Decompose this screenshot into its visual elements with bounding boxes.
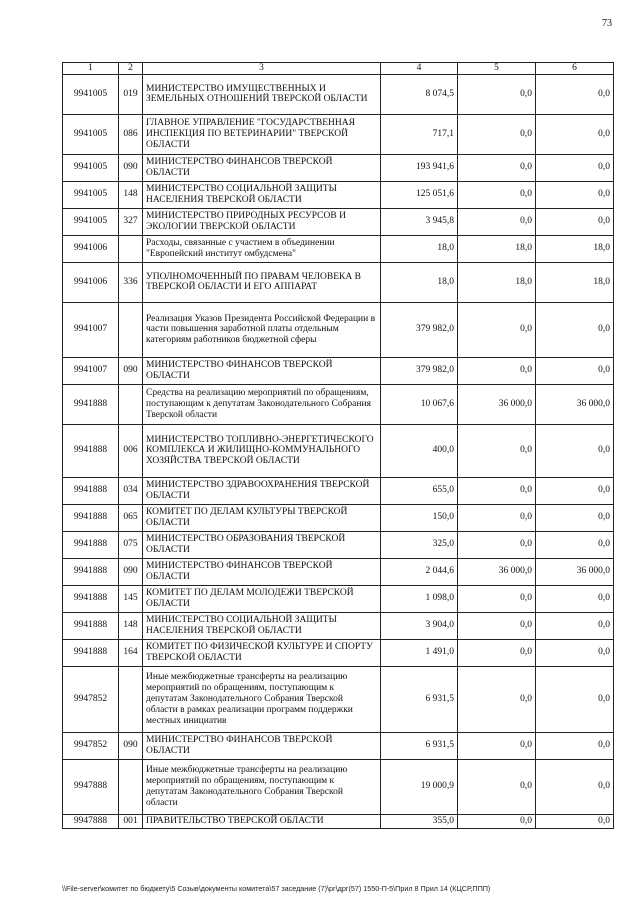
page-number: 73 [602,18,612,29]
table-row [63,181,614,208]
column-header: 5 [458,63,536,75]
cell-value-2: 0,0 [458,181,536,208]
cell-dept-code: 065 [119,504,143,531]
cell-name: УПОЛНОМОЧЕННЫЙ ПО ПРАВАМ ЧЕЛОВЕКА В ТВЕРСКОЙ ОБЛАСТИ И ЕГО АППАРАТ [143,262,381,302]
column-header: 1 [63,63,119,75]
cell-dept-code: 090 [119,558,143,585]
cell-dept-code: 019 [119,74,143,114]
cell-dept-code [119,235,143,262]
cell-value-2: 0,0 [458,114,536,154]
cell-dept-code [119,384,143,424]
cell-code: 9941888 [63,612,119,639]
cell-value-2: 0,0 [458,357,536,384]
table-row [63,814,614,828]
cell-value-2: 18,0 [458,262,536,302]
footer-file-path: \\File-server\комитет по бюджету\5 Созыв\документы комитета\57 заседание (7)\рг\дрг(57) 1550-П-5\Прил 8 Прил 14 (КЦСР,ППП) [62,884,491,893]
column-header: 6 [536,63,614,75]
table-row [63,531,614,558]
cell-code: 9941006 [63,235,119,262]
cell-code: 9941005 [63,74,119,114]
cell-name: МИНИСТЕРСТВО СОЦИАЛЬНОЙ ЗАЩИТЫ НАСЕЛЕНИЯ ТВЕРСКОЙ ОБЛАСТИ [143,612,381,639]
cell-dept-code: 327 [119,208,143,235]
cell-value-1: 3 904,0 [381,612,458,639]
cell-name: Иные межбюджетные трансферты на реализацию мероприятий по обращениям, поступающим к депутатам Законодательного Собрания Тверской области в рамках реализации программ поддержки местных инициатив [143,666,381,732]
cell-name: МИНИСТЕРСТВО ЗДРАВООХРАНЕНИЯ ТВЕРСКОЙ ОБЛАСТИ [143,477,381,504]
cell-name: МИНИСТЕРСТВО ИМУЩЕСТВЕННЫХ И ЗЕМЕЛЬНЫХ ОТНОШЕНИЙ ТВЕРСКОЙ ОБЛАСТИ [143,74,381,114]
table-row [63,558,614,585]
table-row [63,154,614,181]
cell-value-1: 3 945,8 [381,208,458,235]
cell-name: МИНИСТЕРСТВО СОЦИАЛЬНОЙ ЗАЩИТЫ НАСЕЛЕНИЯ ТВЕРСКОЙ ОБЛАСТИ [143,181,381,208]
cell-value-1: 400,0 [381,424,458,477]
cell-value-3: 0,0 [536,74,614,114]
cell-dept-code: 145 [119,585,143,612]
cell-name: МИНИСТЕРСТВО ФИНАНСОВ ТВЕРСКОЙ ОБЛАСТИ [143,154,381,181]
cell-value-3: 0,0 [536,424,614,477]
cell-value-3: 18,0 [536,235,614,262]
cell-value-1: 8 074,5 [381,74,458,114]
cell-value-1: 655,0 [381,477,458,504]
cell-value-3: 0,0 [536,612,614,639]
column-header: 2 [119,63,143,75]
cell-dept-code [119,759,143,814]
cell-code: 9941888 [63,384,119,424]
cell-value-1: 717,1 [381,114,458,154]
column-header: 4 [381,63,458,75]
cell-value-3: 18,0 [536,262,614,302]
cell-name: МИНИСТЕРСТВО ТОПЛИВНО-ЭНЕРГЕТИЧЕСКОГО КОМПЛЕКСА И ЖИЛИЩНО-КОММУНАЛЬНОГО ХОЗЯЙСТВА ТВЕРСКОЙ ОБЛАСТИ [143,424,381,477]
cell-value-3: 0,0 [536,114,614,154]
cell-value-2: 0,0 [458,531,536,558]
table-header-row [63,63,614,75]
cell-value-3: 0,0 [536,302,614,357]
cell-value-2: 0,0 [458,208,536,235]
cell-name: КОМИТЕТ ПО ДЕЛАМ МОЛОДЕЖИ ТВЕРСКОЙ ОБЛАСТИ [143,585,381,612]
cell-code: 9941888 [63,477,119,504]
cell-value-3: 0,0 [536,208,614,235]
cell-value-1: 150,0 [381,504,458,531]
cell-code: 9947852 [63,666,119,732]
cell-dept-code: 006 [119,424,143,477]
cell-code: 9941005 [63,114,119,154]
cell-name: Реализация Указов Президента Российской Федерации в части повышения заработной платы отдельным категориям работников бюджетной сферы [143,302,381,357]
cell-code: 9941888 [63,531,119,558]
cell-dept-code: 086 [119,114,143,154]
cell-value-3: 36 000,0 [536,384,614,424]
cell-name: ПРАВИТЕЛЬСТВО ТВЕРСКОЙ ОБЛАСТИ [143,814,381,828]
table-row [63,639,614,666]
cell-name: МИНИСТЕРСТВО ФИНАНСОВ ТВЕРСКОЙ ОБЛАСТИ [143,732,381,759]
cell-code: 9941888 [63,558,119,585]
table-row [63,74,614,114]
cell-dept-code: 001 [119,814,143,828]
cell-code: 9947852 [63,732,119,759]
cell-value-2: 0,0 [458,74,536,114]
cell-value-2: 36 000,0 [458,558,536,585]
cell-value-1: 19 000,9 [381,759,458,814]
table-row [63,732,614,759]
cell-value-2: 0,0 [458,732,536,759]
cell-value-1: 1 491,0 [381,639,458,666]
cell-code: 9941888 [63,424,119,477]
cell-value-3: 0,0 [536,477,614,504]
cell-dept-code: 075 [119,531,143,558]
cell-name: ГЛАВНОЕ УПРАВЛЕНИЕ "ГОСУДАРСТВЕННАЯ ИНСПЕКЦИЯ ПО ВЕТЕРИНАРИИ" ТВЕРСКОЙ ОБЛАСТИ [143,114,381,154]
cell-code: 9947888 [63,814,119,828]
table-row [63,504,614,531]
cell-dept-code: 148 [119,612,143,639]
cell-name: Средства на реализацию мероприятий по обращениям, поступающим к депутатам Законодательного Собрания Тверской области [143,384,381,424]
cell-value-3: 0,0 [536,759,614,814]
cell-value-3: 0,0 [536,357,614,384]
cell-name: МИНИСТЕРСТВО ФИНАНСОВ ТВЕРСКОЙ ОБЛАСТИ [143,558,381,585]
cell-dept-code [119,666,143,732]
cell-value-2: 0,0 [458,424,536,477]
cell-value-3: 0,0 [536,639,614,666]
cell-value-2: 0,0 [458,639,536,666]
cell-name: МИНИСТЕРСТВО ОБРАЗОВАНИЯ ТВЕРСКОЙ ОБЛАСТИ [143,531,381,558]
table-row [63,262,614,302]
cell-dept-code: 090 [119,357,143,384]
table-row [63,302,614,357]
cell-value-3: 36 000,0 [536,558,614,585]
cell-value-1: 193 941,6 [381,154,458,181]
cell-value-2: 0,0 [458,477,536,504]
cell-value-2: 0,0 [458,585,536,612]
cell-code: 9941006 [63,262,119,302]
cell-code: 9941888 [63,504,119,531]
cell-name: Иные межбюджетные трансферты на реализацию мероприятий по обращениям, поступающим к депутатам Законодательного Собрания Тверской области [143,759,381,814]
cell-dept-code: 336 [119,262,143,302]
cell-value-2: 0,0 [458,759,536,814]
cell-value-1: 18,0 [381,235,458,262]
cell-code: 9941007 [63,357,119,384]
cell-value-2: 36 000,0 [458,384,536,424]
cell-value-1: 355,0 [381,814,458,828]
cell-value-2: 0,0 [458,666,536,732]
cell-name: Расходы, связанные с участием в объединении "Европейский институт омбудсмена" [143,235,381,262]
cell-value-2: 0,0 [458,154,536,181]
cell-value-1: 2 044,6 [381,558,458,585]
table-row [63,424,614,477]
table-row [63,477,614,504]
cell-code: 9941005 [63,181,119,208]
cell-code: 9941888 [63,585,119,612]
cell-dept-code: 034 [119,477,143,504]
table-row [63,114,614,154]
cell-name: МИНИСТЕРСТВО ПРИРОДНЫХ РЕСУРСОВ И ЭКОЛОГИИ ТВЕРСКОЙ ОБЛАСТИ [143,208,381,235]
cell-value-1: 6 931,5 [381,732,458,759]
table-body [63,74,614,828]
cell-value-3: 0,0 [536,504,614,531]
table-row [63,208,614,235]
cell-value-3: 0,0 [536,531,614,558]
cell-code: 9941007 [63,302,119,357]
cell-value-1: 18,0 [381,262,458,302]
cell-value-1: 1 098,0 [381,585,458,612]
cell-dept-code: 090 [119,732,143,759]
cell-value-2: 0,0 [458,504,536,531]
table-row [63,666,614,732]
cell-value-3: 0,0 [536,666,614,732]
cell-value-1: 6 931,5 [381,666,458,732]
table-row [63,759,614,814]
cell-value-2: 0,0 [458,612,536,639]
cell-dept-code: 164 [119,639,143,666]
table-row [63,612,614,639]
cell-value-1: 125 051,6 [381,181,458,208]
cell-code: 9941005 [63,154,119,181]
cell-dept-code: 090 [119,154,143,181]
cell-code: 9941005 [63,208,119,235]
cell-value-1: 379 982,0 [381,302,458,357]
cell-value-3: 0,0 [536,814,614,828]
table-row [63,235,614,262]
column-header: 3 [143,63,381,75]
cell-value-2: 0,0 [458,814,536,828]
table-row [63,585,614,612]
cell-value-3: 0,0 [536,585,614,612]
cell-name: КОМИТЕТ ПО ДЕЛАМ КУЛЬТУРЫ ТВЕРСКОЙ ОБЛАСТИ [143,504,381,531]
cell-value-3: 0,0 [536,181,614,208]
cell-name: КОМИТЕТ ПО ФИЗИЧЕСКОЙ КУЛЬТУРЕ И СПОРТУ ТВЕРСКОЙ ОБЛАСТИ [143,639,381,666]
cell-name: МИНИСТЕРСТВО ФИНАНСОВ ТВЕРСКОЙ ОБЛАСТИ [143,357,381,384]
cell-value-3: 0,0 [536,154,614,181]
table-row [63,357,614,384]
table-row [63,384,614,424]
cell-value-1: 325,0 [381,531,458,558]
cell-value-1: 379 982,0 [381,357,458,384]
cell-dept-code [119,302,143,357]
cell-code: 9941888 [63,639,119,666]
cell-value-3: 0,0 [536,732,614,759]
cell-value-1: 10 067,6 [381,384,458,424]
cell-dept-code: 148 [119,181,143,208]
cell-value-2: 18,0 [458,235,536,262]
cell-code: 9947888 [63,759,119,814]
cell-value-2: 0,0 [458,302,536,357]
budget-table [62,62,614,829]
